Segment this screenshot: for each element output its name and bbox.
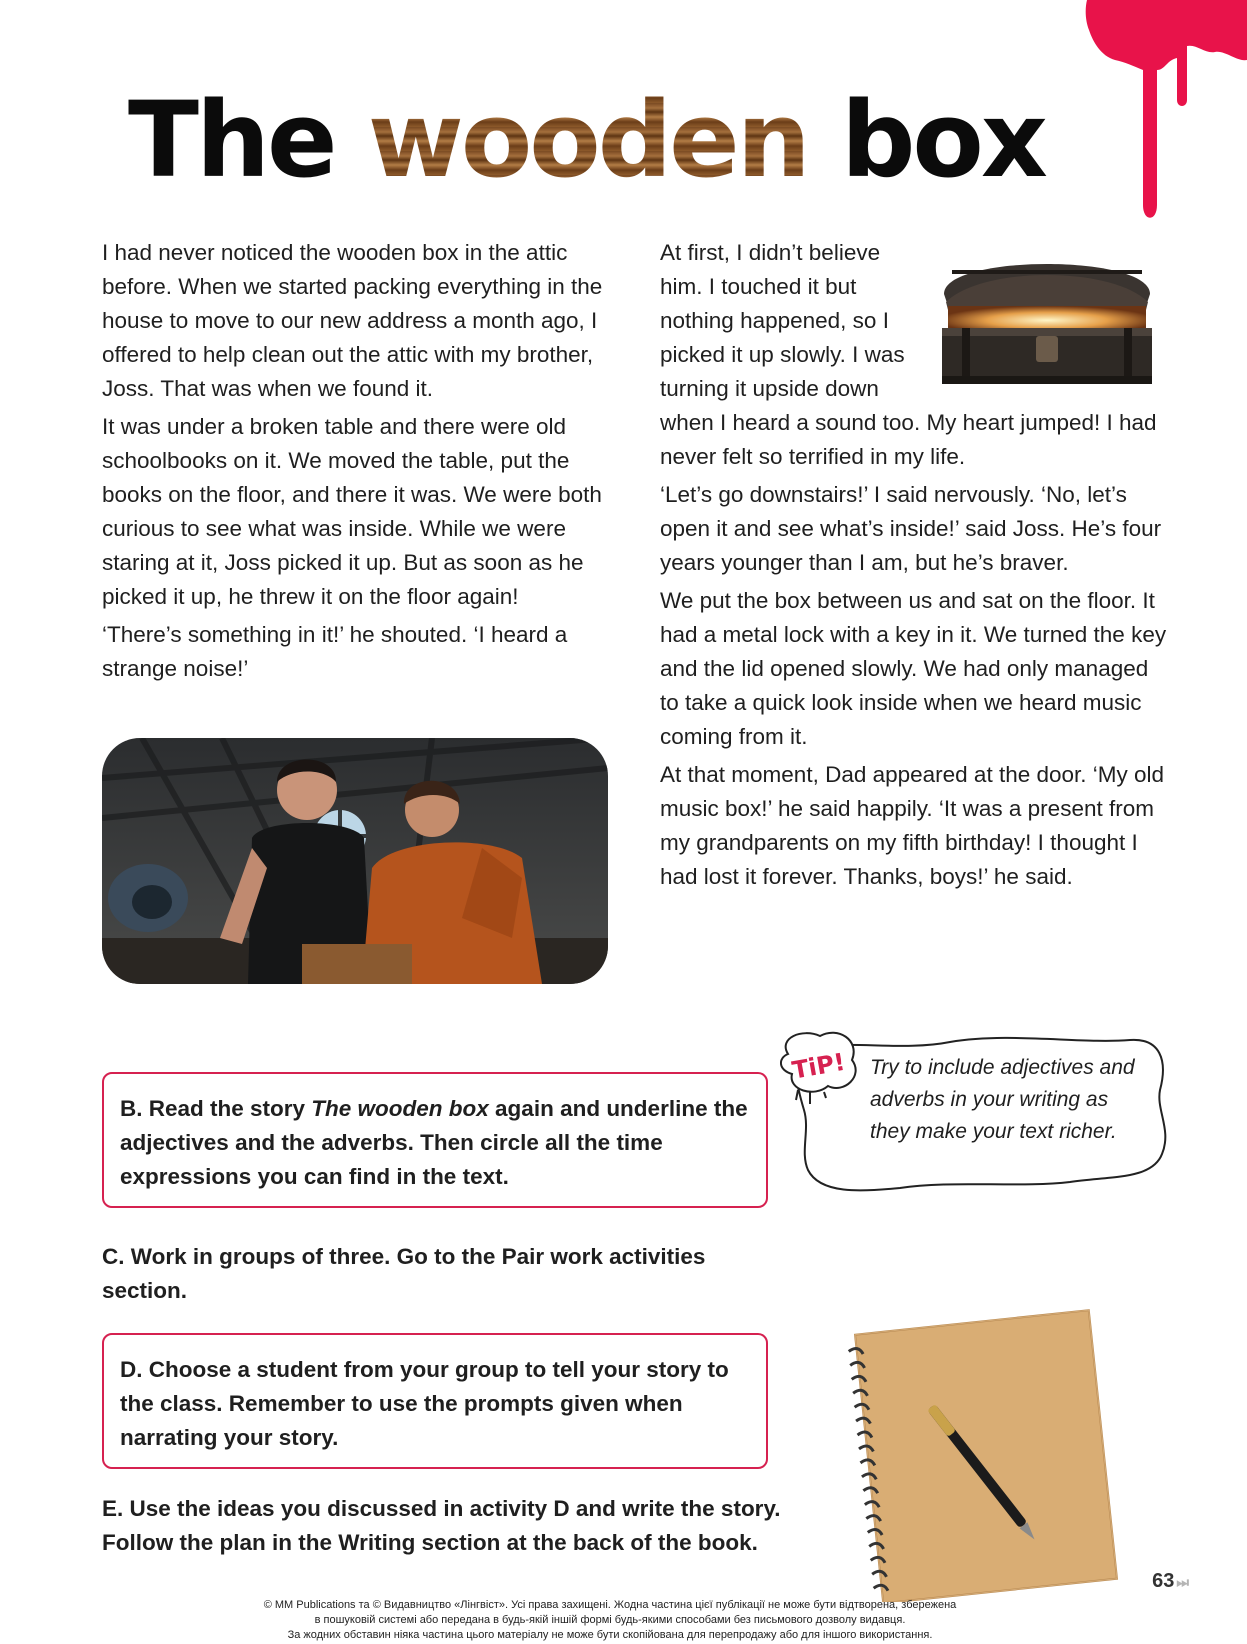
next-page-icon: ⏭: [1176, 1574, 1189, 1590]
story-paragraph: At first, I didn’t believe him. I touched it but nothing happened, so I picked it up slowly. I was turning it upside down when I heard a sound too. My heart jumped! I had never felt so terrified in my life.: [660, 240, 1157, 469]
task-e: E. Use the ideas you discussed in activity D and write the story. Follow the plan in the Writing section at the back of the book.: [102, 1496, 781, 1555]
story-paragraph: I had never noticed the wooden box in the attic before. When we started packing everything in the house to move to our new address a month ago, I offered to help clean out the attic with my brother, Joss. That was when we found it.: [102, 240, 603, 401]
story-column-right: [660, 236, 1170, 898]
notebook-pen-image: [838, 1302, 1128, 1602]
story-paragraph: We put the box between us and sat on the floor. It had a metal lock with a key in it. We turned the key and the lid opened slowly. We had only managed to take a quick look inside when we heard music coming from it.: [660, 588, 1167, 749]
copyright-line: За жодних обставин ніяка частина цього матеріалу не може бути скопійована для перепродажу або для іншого використання.: [287, 1629, 933, 1641]
tip-text: Try to include adjectives and adverbs in your writing as they make your text richer.: [870, 1056, 1135, 1143]
task-d: D. Choose a student from your group to tell your story to the class. Remember to use the prompts given when narrating your story.: [102, 1333, 768, 1469]
copyright-line: в пошуковій системі або передана в будь-якій іншій формі будь-якими способами без письмового дозволу видавця.: [314, 1614, 906, 1626]
task-b-text-rest: again and underline the adjectives and the adverbs. Then circle all the time expressions you can find in the text.: [120, 1096, 748, 1189]
story-paragraph: It was under a broken table and there were old schoolbooks on it. We moved the table, put the books on the floor, and there it was. We were both curious to see what was inside. While we were staring at it, Joss picked it up. But as soon as he picked it up, he threw it on the floor again!: [102, 414, 602, 609]
page-title: [128, 79, 1045, 201]
page-number-value: 63: [1152, 1570, 1175, 1592]
title-word-the: The: [128, 79, 335, 201]
copyright-notice: [180, 1598, 1040, 1643]
treasure-chest-image: [932, 236, 1162, 388]
title-word-box: box: [840, 79, 1045, 201]
task-c: C. Work in groups of three. Go to the Pair work activities section.: [102, 1244, 706, 1303]
copyright-line: © MM Publications та © Видавництво «Лінгвіст». Усі права захищені. Жодна частина цієї публікації не може бути відтворена, збережена: [263, 1599, 957, 1611]
attic-photo: [102, 738, 608, 984]
task-b-text: B. Read the story: [120, 1096, 312, 1121]
tip-badge: TiP!: [789, 1047, 848, 1085]
title-word-wooden: wooden: [367, 79, 808, 201]
page-number: [1152, 1570, 1189, 1593]
story-column-left: [102, 236, 607, 690]
paint-drip-icon: [1047, 0, 1247, 230]
task-b: [102, 1072, 768, 1208]
story-paragraph: ‘Let’s go downstairs!’ I said nervously. ‘No, let’s open it and see what’s inside!’ said Joss. He’s four years younger than I am, but he’s braver.: [660, 482, 1162, 575]
story-paragraph: ‘There’s something in it!’ he shouted. ‘I heard a strange noise!’: [102, 622, 568, 681]
story-paragraph: At that moment, Dad appeared at the door. ‘My old music box!’ he said happily. ‘It was a present from my grandparents on my fifth birthday! I thought I had lost it forever. Thanks, boys!’ he said.: [660, 762, 1165, 889]
task-b-story-title: The wooden box: [311, 1096, 489, 1121]
